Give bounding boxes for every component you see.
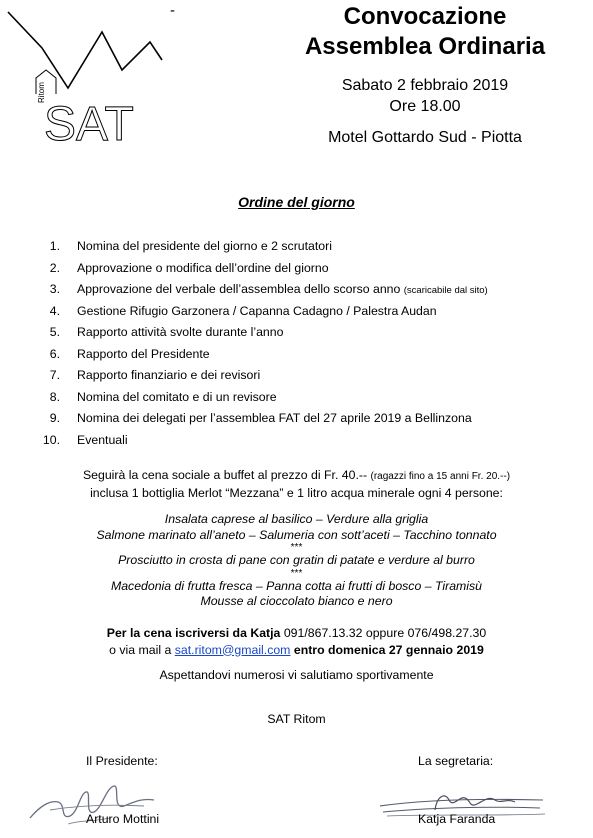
logo-graphic xyxy=(0,0,170,150)
dinner-info xyxy=(0,467,593,502)
agenda-item-text: Nomina del comitato e di un revisore xyxy=(77,389,277,404)
agenda-item-number: 6. xyxy=(49,346,60,361)
signup-via: o via mail a xyxy=(109,642,172,657)
menu-line: Prosciutto in crosta di pane con gratin di patate e verdure al burro xyxy=(118,553,475,567)
agenda-item-text: Rapporto finanziario e dei revisori xyxy=(77,368,261,382)
agenda-item-text: Rapporto attività svolte durante l’anno xyxy=(77,325,284,339)
closing-organization: SAT Ritom xyxy=(267,712,326,726)
header-dash: - xyxy=(170,2,175,19)
meeting-date: Sabato 2 febbraio 2019 xyxy=(341,77,509,94)
signup-info xyxy=(0,625,593,658)
sat-ritom-logo xyxy=(0,0,170,150)
signup-deadline: entro domenica 27 gennaio 2019 xyxy=(293,642,484,657)
dinner-price: Seguirà la cena sociale a buffet al prezzo di Fr. 40.-- xyxy=(82,468,368,482)
menu-line: Mousse al cioccolato bianco e nero xyxy=(200,594,393,608)
agenda-item-number: 5. xyxy=(49,325,60,339)
agenda-item-text: Approvazione del verbale dell’assemblea dello scorso anno xyxy=(77,282,401,296)
meeting-time: Ore 18.00 xyxy=(389,98,461,115)
agenda-item-text: Approvazione o modifica dell’ordine del giorno xyxy=(77,260,329,275)
closing-greeting: Aspettandovi numerosi vi salutiamo sportivamente xyxy=(159,668,434,682)
agenda-item-number: 1. xyxy=(49,239,60,253)
agenda-item-number: 9. xyxy=(49,411,60,425)
president-name: Arturo Mottini xyxy=(86,812,160,826)
signup-email-link[interactable]: sat.ritom@gmail.com xyxy=(174,642,291,657)
dinner-kids-price: (ragazzi fino a 15 anni Fr. 20.--) xyxy=(370,471,511,482)
agenda-item-text: Nomina dei delegati per l’assemblea FAT del 27 aprile 2019 a Bellinzona xyxy=(77,411,472,425)
menu-separator: *** xyxy=(290,567,303,579)
meeting-venue: Motel Gottardo Sud - Piotta xyxy=(328,129,522,146)
agenda-item-number: 2. xyxy=(49,260,60,275)
agenda-item-number: 4. xyxy=(49,303,60,318)
agenda-item-note: (scaricabile dal sito) xyxy=(403,285,488,296)
secretary-label: La segretaria: xyxy=(418,754,494,768)
agenda-item-text: Nomina del presidente del giorno e 2 scrutatori xyxy=(77,239,332,253)
title-line2: Assemblea Ordinaria xyxy=(304,33,546,60)
agenda-item-text: Rapporto del Presidente xyxy=(77,346,210,361)
header-block xyxy=(260,2,590,148)
dinner-includes: inclusa 1 bottiglia Merlot “Mezzana” e 1 litro acqua minerale ogni 4 persone: xyxy=(90,486,503,500)
agenda-item-number: 3. xyxy=(49,282,60,296)
agenda-item-number: 8. xyxy=(49,389,60,404)
menu-line: Insalata caprese al basilico – Verdure alla griglia xyxy=(164,512,429,526)
agenda-item-text: Eventuali xyxy=(77,432,128,447)
president-label: Il Presidente: xyxy=(86,754,158,768)
menu-line: Macedonia di frutta fresca – Panna cotta ai frutti di bosco – Tiramisù xyxy=(110,578,483,593)
secretary-name: Katja Faranda xyxy=(418,812,496,826)
signup-contact: Per la cena iscriversi da Katja xyxy=(106,626,281,640)
agenda-item-number: 10. xyxy=(42,432,60,447)
svg-text:Ritom: Ritom xyxy=(37,82,46,103)
title-line1: Convocazione xyxy=(343,3,507,30)
agenda-title: Ordine del giorno xyxy=(238,194,355,210)
agenda-item-number: 7. xyxy=(49,368,60,382)
dinner-menu xyxy=(0,512,593,610)
menu-separator: *** xyxy=(290,542,303,553)
agenda-item-text: Gestione Rifugio Garzonera / Capanna Cadagno / Palestra Audan xyxy=(77,303,437,318)
signup-phones: 091/867.13.32 oppure 076/498.27.30 xyxy=(283,626,487,640)
menu-line: Salmone marinato all’aneto – Salumeria con sott’aceti – Tacchino tonnato xyxy=(96,527,497,542)
svg-text:SAT: SAT xyxy=(44,98,134,150)
